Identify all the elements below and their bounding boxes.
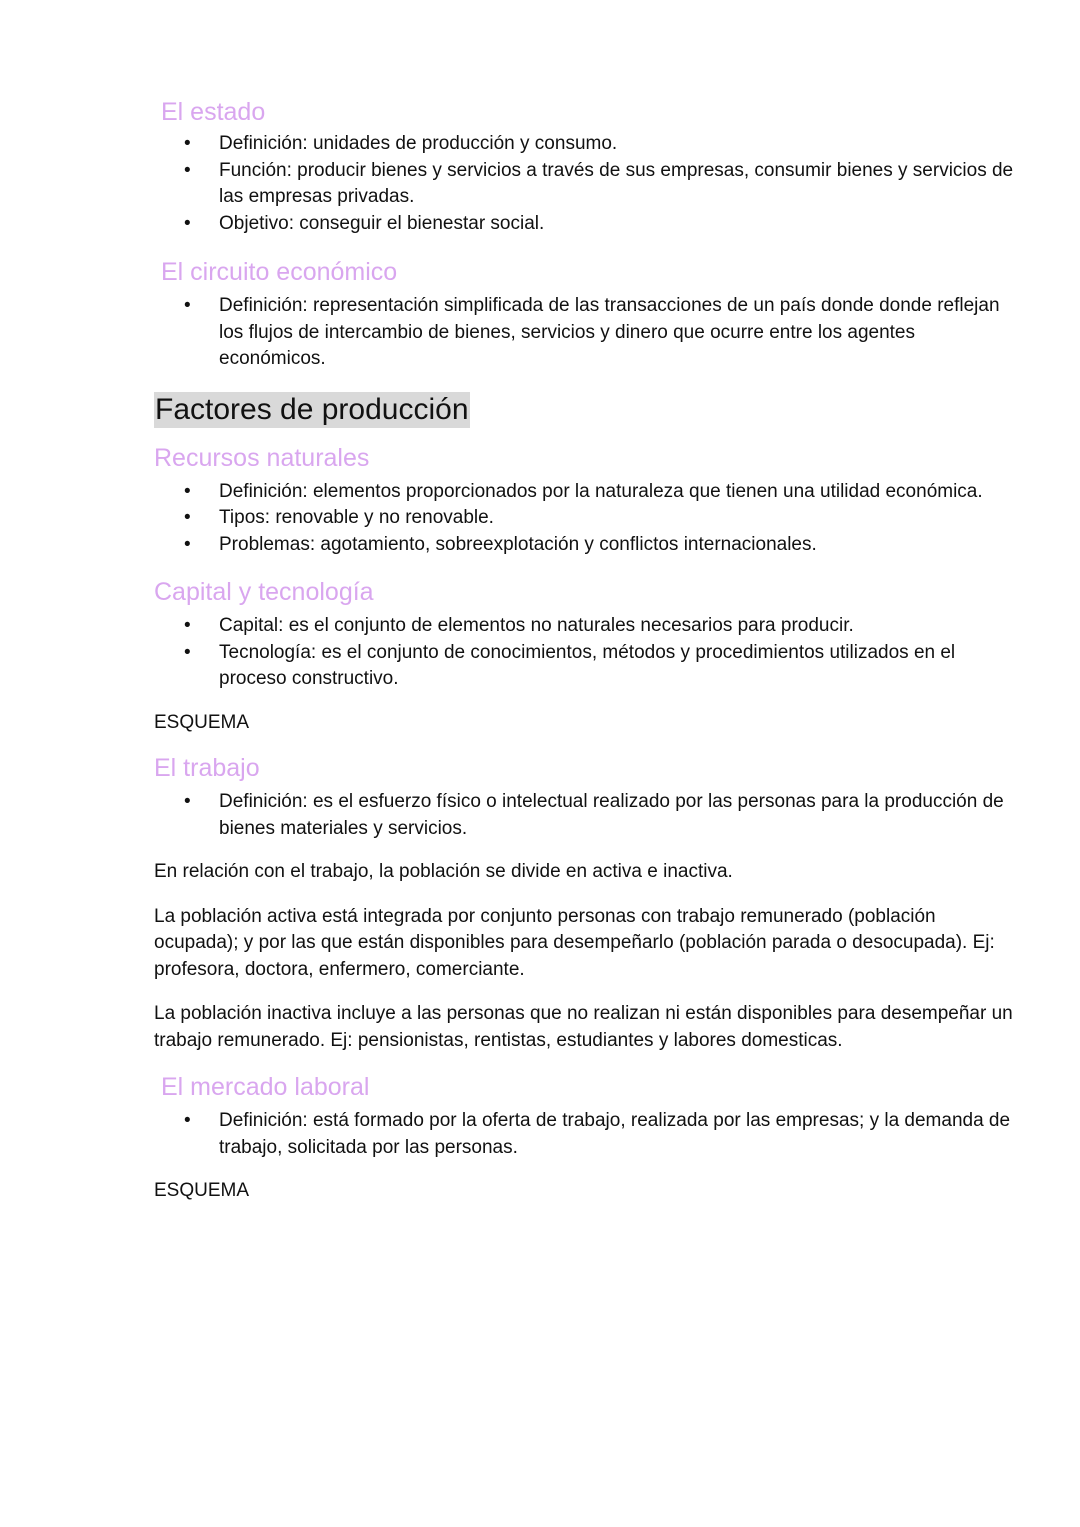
heading-el-trabajo: El trabajo (154, 754, 260, 782)
esquema-label: ESQUEMA (154, 711, 250, 733)
estado-list (154, 131, 1014, 237)
circuito-list (154, 293, 1014, 373)
mercado-list (154, 1108, 1014, 1161)
list-item: • Problemas: agotamiento, sobreexplotación y conflictos internacionales. (184, 533, 817, 555)
heading-el-circuito-economico: El circuito económico (161, 258, 398, 286)
paragraph: La población activa está integrada por conjunto personas con trabajo remunerado (población ocupada); y por las que están disponibles para desempeñarlo (población parada o desocupada). Ej: profesora, doctora, enfermero, comerciante. (154, 905, 995, 980)
document-page (154, 96, 1014, 1205)
list-item: • Definición: es el esfuerzo físico o intelectual realizado por las personas para la producción de bienes materiales y servicios. (184, 791, 1004, 839)
esquema-label: ESQUEMA (154, 1180, 250, 1201)
heading-recursos-naturales: Recursos naturales (154, 443, 370, 472)
list-item: • Definición: está formado por la oferta de trabajo, realizada por las empresas; y la demanda de trabajo, solicitada por las personas. (184, 1110, 1011, 1158)
heading-el-estado: El estado (161, 98, 266, 126)
list-item: • Definición: representación simplificada de las transacciones de un país donde donde reflejan los flujos de intercambio de bienes, servicios y dinero que ocurre entre los agentes económicos. (184, 295, 1000, 369)
capital-list (154, 613, 1014, 693)
list-item: • Objetivo: conseguir el bienestar social. (184, 212, 545, 234)
heading-el-mercado-laboral: El mercado laboral (161, 1073, 370, 1101)
list-item: • Definición: unidades de producción y consumo. (184, 133, 618, 154)
heading-capital-y-tecnologia: Capital y tecnología (154, 578, 374, 606)
list-item: • Capital: es el conjunto de elementos no naturales necesarios para producir. (184, 615, 854, 636)
recursos-list (154, 479, 1014, 559)
list-item: • Tecnología: es el conjunto de conocimientos, métodos y procedimientos utilizados en el proceso constructivo. (184, 641, 956, 689)
list-item: • Función: producir bienes y servicios a través de sus empresas, consumir bienes y servicios de las empresas privadas. (184, 159, 1014, 207)
list-item: • Definición: elementos proporcionados por la naturaleza que tienen una utilidad económica. (184, 480, 983, 502)
paragraph: En relación con el trabajo, la población se divide en activa e inactiva. (154, 861, 733, 882)
trabajo-list (154, 789, 1014, 842)
paragraph: La población inactiva incluye a las personas que no realizan ni están disponibles para desempeñar un trabajo remunerado. Ej: pensionistas, rentistas, estudiantes y labores domesticas. (154, 1003, 1013, 1051)
list-item: • Tipos: renovable y no renovable. (184, 507, 494, 528)
heading-factores-de-produccion: Factores de producción (155, 392, 469, 426)
